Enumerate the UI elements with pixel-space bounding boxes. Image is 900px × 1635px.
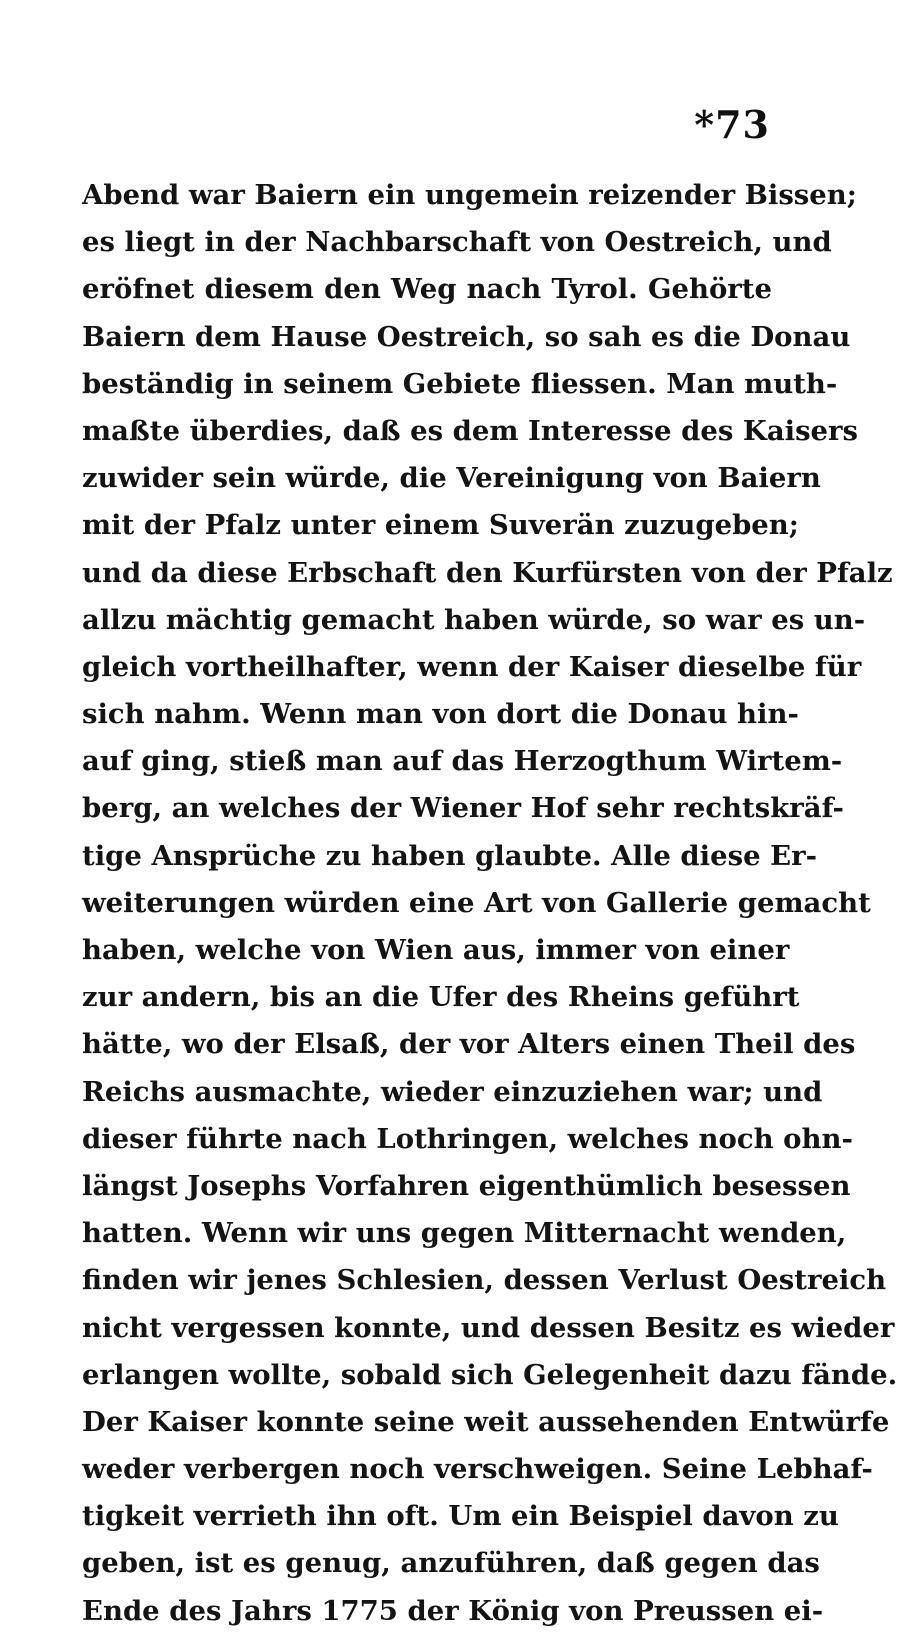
text-line: tigkeit verrieth ihn oft. Um ein Beispiel davon zu xyxy=(82,1500,839,1533)
text-line: auf ging, stieß man auf das Herzogthum Wirtem- xyxy=(82,745,843,778)
text-line: eröfnet diesem den Weg nach Tyrol. Gehörte xyxy=(82,273,772,306)
text-line: hatten. Wenn wir uns gegen Mitternacht wenden, xyxy=(82,1217,847,1250)
body-text xyxy=(82,172,898,1635)
text-line: allzu mächtig gemacht haben würde, so war es un- xyxy=(82,603,866,636)
text-line: hätte, wo der Elsaß, der vor Alters einen Theil des xyxy=(82,1028,856,1061)
text-line: längst Josephs Vorfahren eigenthümlich besessen xyxy=(82,1169,851,1202)
text-line: zur andern, bis an die Ufer des Rheins geführt xyxy=(82,981,800,1014)
text-line: nicht vergessen konnte, und dessen Besitz es wieder xyxy=(82,1311,895,1344)
text-line: beständig in seinem Gebiete fliessen. Man muth- xyxy=(82,367,838,400)
text-line: erlangen wollte, sobald sich Gelegenheit dazu fände. xyxy=(82,1358,898,1391)
page-number: *73 xyxy=(694,102,770,147)
text-line: berg, an welches der Wiener Hof sehr rechtskräf- xyxy=(82,792,844,825)
text-line: und da diese Erbschaft den Kurfürsten von der Pfalz xyxy=(82,556,893,589)
text-line: tige Ansprüche zu haben glaubte. Alle diese Er- xyxy=(82,839,818,872)
text-line: mit der Pfalz unter einem Suverän zuzugeben; xyxy=(82,509,799,542)
text-line: Reichs ausmachte, wieder einzuziehen war; und xyxy=(82,1075,823,1108)
text-line: gleich vortheilhafter, wenn der Kaiser dieselbe für xyxy=(82,650,862,683)
text-line: sich nahm. Wenn man von dort die Donau hin- xyxy=(82,698,799,731)
text-line: es liegt in der Nachbarschaft von Oestreich, und xyxy=(82,226,832,259)
text-line: haben, welche von Wien aus, immer von einer xyxy=(82,934,790,966)
text-line: zuwider sein würde, die Vereinigung von Baiern xyxy=(82,462,821,495)
text-line: Abend war Baiern ein ungemein reizender Bissen; xyxy=(82,179,857,211)
text-line: maßte überdies, daß es dem Interesse des Kaisers xyxy=(82,414,859,447)
text-line: dieser führte nach Lothringen, welches noch ohn- xyxy=(82,1122,853,1155)
text-line: geben, ist es genug, anzuführen, daß gegen das xyxy=(82,1547,820,1580)
text-line: weiterungen würden eine Art von Gallerie gemacht xyxy=(82,886,871,919)
text-line: Der Kaiser konnte seine weit aussehenden Entwürfe xyxy=(82,1405,890,1438)
text-line: weder verbergen noch verschweigen. Seine Lebhaf- xyxy=(82,1453,873,1486)
text-line: Baiern dem Hause Oestreich, so sah es die Donau xyxy=(82,320,851,353)
text-line: Ende des Jahrs 1775 der König von Preussen ei- xyxy=(82,1594,824,1627)
text-line: finden wir jenes Schlesien, dessen Verlust Oestreich xyxy=(82,1264,887,1297)
